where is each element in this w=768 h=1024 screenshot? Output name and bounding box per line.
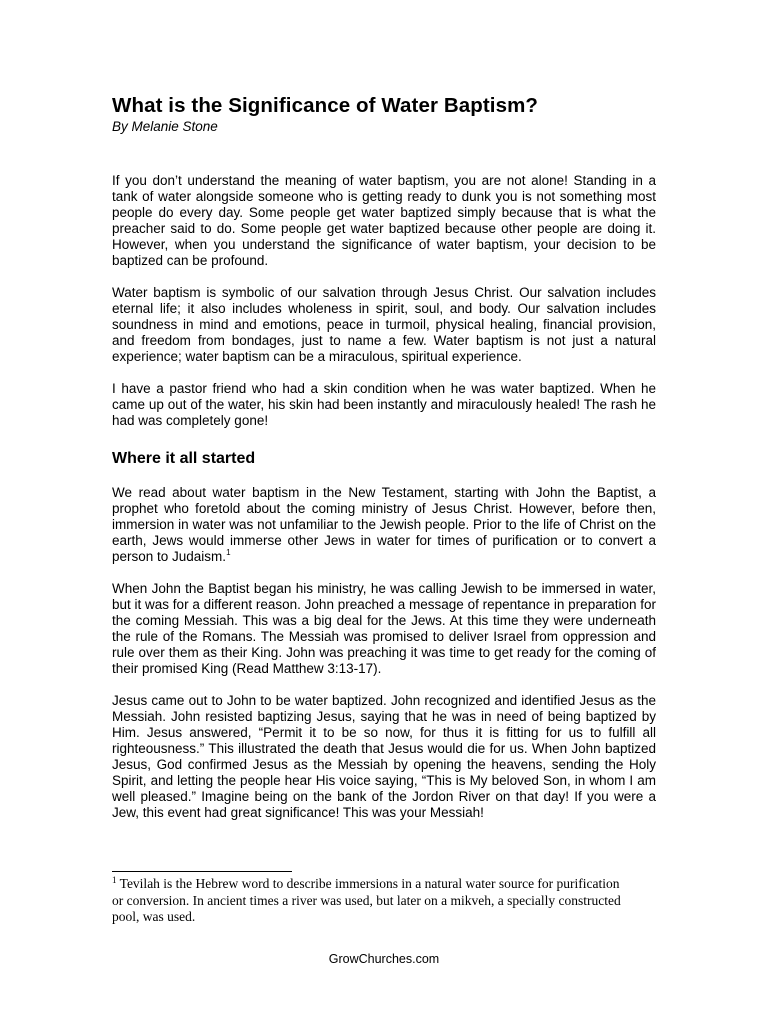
intro-paragraph: Water baptism is symbolic of our salvation through Jesus Christ. Our salvation includes eternal life; it also includes wholeness in spirit, soul, and body. Our salvation includes soundness in mind and emotions, peace in turmoil, physical healing, financial provision, and freedom from bondages, just to name a few. Water baptism is not just a natural experience; water baptism can be a miraculous, spiritual experience.: [112, 285, 656, 364]
section-heading: Where it all started: [112, 450, 256, 467]
footnote-text: Tevilah is the Hebrew word to describe immersions in a natural water source for purification or conversion. In ancient times a river was used, but later on a mikveh, a specially constructed pool, was used.: [112, 876, 621, 924]
page-title: What is the Significance of Water Baptism?: [112, 94, 539, 117]
footnote-reference: 1: [226, 548, 231, 557]
section-paragraph: When John the Baptist began his ministry, he was calling Jewish to be immersed in water, but it was for a different reason. John preached a message of repentance in preparation for the coming Messiah. This was a big deal for the Jews. At this time they were underneath the rule of the Romans. The Messiah was promised to deliver Israel from oppression and rule over them as their King. John was preaching it was time to get ready for the coming of their promised King (Read Matthew 3:13-17).: [112, 581, 656, 676]
section-paragraph: [112, 485, 656, 565]
intro-paragraph: If you don’t understand the meaning of water baptism, you are not alone! Standing in a tank of water alongside someone who is getting ready to dunk you is not something most people do every day. Some people get water baptized simply because that is what the preacher said to do. Some people get water baptized because other people are doing it. However, when you understand the significance of water baptism, your decision to be baptized can be profound.: [112, 173, 656, 268]
section-paragraph-text: We read about water baptism in the New Testament, starting with John the Baptist, a prophet who foretold about the coming ministry of Jesus Christ. However, before then, immersion in water was not unfamiliar to the Jewish people. Prior to the life of Christ on the earth, Jews would immerse other Jews in water for times of purification or to convert a person to Judaism.: [112, 485, 656, 564]
page-footer: GrowChurches.com: [328, 952, 440, 966]
section-paragraph: Jesus came out to John to be water baptized. John recognized and identified Jesus as the Messiah. John resisted baptizing Jesus, saying that he was in need of being baptized by Him. Jesus answered, “Permit it to be so now, for thus it is fitting for us to fulfill all righteousness.” This illustrated the death that Jesus would die for us. When John baptized Jesus, God confirmed Jesus as the Messiah by opening the heavens, sending the Holy Spirit, and letting the people hear His voice saying, “This is My beloved Son, in whom I am well pleased.” Imagine being on the bank of the Jordon River on that day! If you were a Jew, this event had great significance! This was your Messiah!: [112, 693, 656, 820]
article-body: [112, 94, 656, 837]
byline: By Melanie Stone: [112, 119, 218, 134]
footnote-number: 1: [112, 875, 117, 885]
footnote-divider: [112, 871, 292, 872]
footnote: [112, 876, 632, 926]
intro-paragraph: I have a pastor friend who had a skin condition when he was water baptized. When he came up out of the water, his skin had been instantly and miraculously healed! The rash he had was completely gone!: [112, 381, 656, 428]
